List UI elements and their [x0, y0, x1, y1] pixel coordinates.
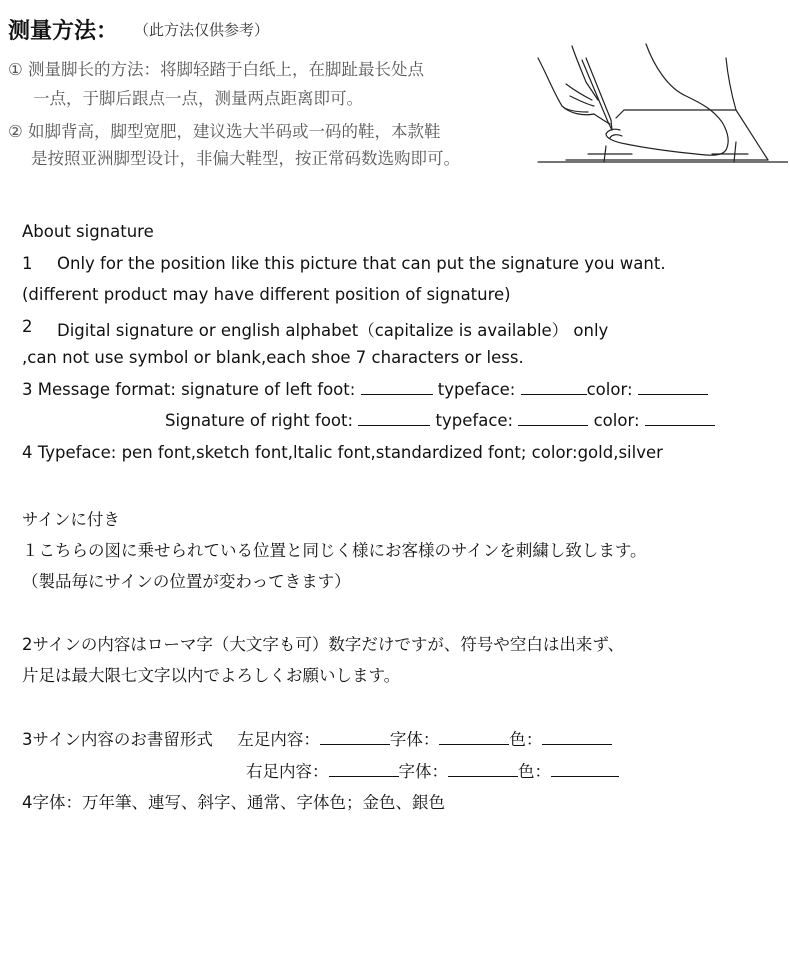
jp-left-foot-label: 左足内容： — [237, 730, 320, 749]
jp-right-foot-label: 右足内容： — [246, 762, 329, 781]
jp-right-typeface-label: 字体： — [398, 762, 448, 781]
en-heading: About signature — [22, 222, 154, 241]
jp-left-color-label: 色： — [509, 730, 543, 749]
measure-title: 测量方法： — [8, 19, 119, 44]
jp-left-typeface-blank[interactable] — [439, 743, 509, 745]
en-item3-left-row — [22, 380, 708, 399]
measure-note: （此方法仅供参考） — [134, 21, 270, 39]
foot-measurement-illustration-icon — [536, 38, 788, 166]
en-item2-text: Digital signature or english alphabet（capitalize is available） only — [57, 321, 609, 340]
jp-left-typeface-label: 字体： — [389, 730, 440, 749]
en-right-color-label: color: — [593, 411, 640, 430]
en-right-foot-blank[interactable] — [358, 424, 430, 426]
en-item1-num: 1 — [22, 254, 33, 273]
jp-right-typeface-blank[interactable] — [448, 775, 518, 777]
jp-left-color-blank[interactable] — [542, 743, 612, 745]
en-left-color-blank[interactable] — [638, 393, 708, 395]
jp-item1-cont: （製品毎にサインの位置が変わってきます） — [22, 572, 351, 591]
measure-step1-line1: ① 测量脚长的方法：将脚轻踏于白纸上，在脚趾最长处点 — [8, 60, 425, 79]
en-item2-cont: ,can not use symbol or blank,each shoe 7 characters or less. — [22, 348, 524, 367]
jp-right-color-blank[interactable] — [551, 775, 619, 777]
en-left-typeface-blank[interactable] — [521, 393, 587, 395]
measure-step2-line1: ② 如脚背高，脚型宽肥，建议选大半码或一码的鞋，本款鞋 — [8, 122, 441, 141]
en-left-foot-label: signature of left foot: — [181, 380, 356, 399]
en-left-color-label: color: — [586, 380, 633, 399]
measure-step2-line2: 是按照亚洲脚型设计，非偏大鞋型，按正常码数选购即可。 — [31, 149, 460, 168]
jp-right-foot-blank[interactable] — [329, 775, 399, 777]
jp-item2-cont: 片足は最大限七文字以内でよろしくお願いします。 — [22, 666, 401, 685]
jp-left-foot-blank[interactable] — [320, 743, 390, 745]
en-left-typeface-label: typeface: — [437, 380, 516, 399]
en-right-foot-label: Signature of right foot: — [165, 411, 354, 430]
en-item1-cont: (different product may have different position of signature) — [22, 285, 511, 304]
en-left-foot-blank[interactable] — [361, 393, 433, 395]
jp-item3-prefix: 3サイン内容のお書留形式 — [22, 730, 213, 749]
en-right-color-blank[interactable] — [645, 424, 715, 426]
en-item1-text: Only for the position like this picture that can put the signature you want. — [57, 254, 666, 273]
en-item3-right-row — [165, 411, 715, 430]
jp-item3-right-row — [246, 758, 619, 782]
en-item3-prefix: 3 Message format: — [22, 380, 176, 399]
jp-item3-left-row — [22, 726, 612, 750]
en-right-typeface-label: typeface: — [435, 411, 514, 430]
jp-right-color-label: 色： — [518, 762, 551, 781]
jp-item1: １こちらの図に乗せられている位置と同じく様にお客様のサインを刺繍し致します。 — [22, 541, 647, 560]
jp-item4: 4字体：万年筆、連写、斜字、通常、字体色；金色、銀色 — [22, 793, 445, 812]
en-right-typeface-blank[interactable] — [518, 424, 588, 426]
en-item2-num: 2 — [22, 317, 33, 336]
en-item4: 4 Typeface: pen font,sketch font,ltalic font,standardized font; color:gold,silver — [22, 443, 663, 462]
jp-item2: 2サインの内容はローマ字（大文字も可）数字だけですが、符号や空白は出来ず、 — [22, 635, 625, 654]
measure-step1-line2: 一点，于脚后跟点一点，测量两点距离即可。 — [33, 89, 363, 108]
jp-heading: サインに付き — [22, 510, 120, 529]
